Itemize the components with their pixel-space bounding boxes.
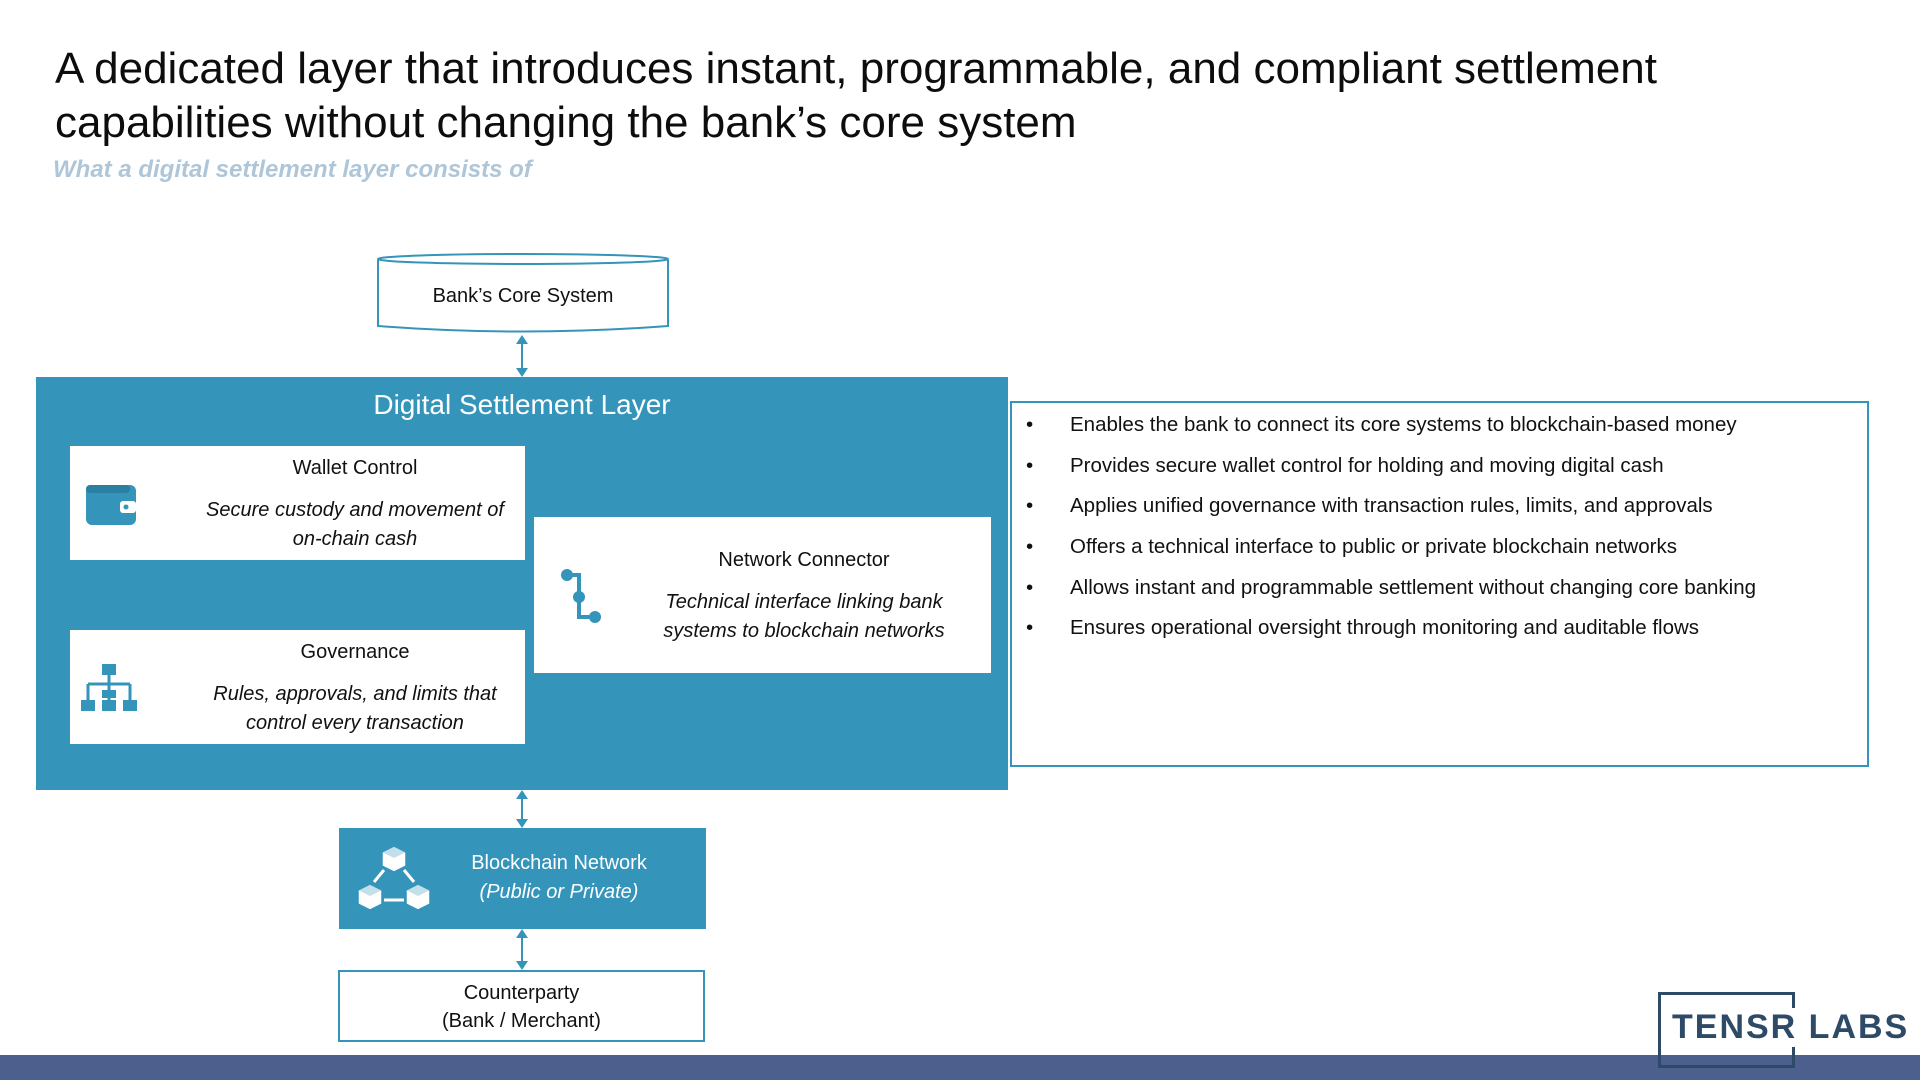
bullet-marker: • <box>1026 535 1034 558</box>
layer-title: Digital Settlement Layer <box>373 389 671 420</box>
footer-bar <box>0 1055 1920 1080</box>
governance-description: Rules, approvals, and limits that control every transaction <box>213 683 497 734</box>
network-connector-description: Technical interface linking bank systems to blockchain networks <box>663 591 945 642</box>
wallet-control-card <box>70 446 525 560</box>
bullet-marker: • <box>1026 454 1034 477</box>
list-item-text: Applies unified governance with transaction rules, limits, and approvals <box>1070 494 1713 517</box>
core-system-node <box>376 251 670 335</box>
page-title: A dedicated layer that introduces instant, programmable, and compliant settlement capabilities without changing the bank’s core system <box>55 44 1658 147</box>
blockchain-network-node <box>339 828 706 929</box>
bullet-marker: • <box>1026 413 1034 436</box>
bidirectional-arrow-layer-blockchain <box>513 790 531 828</box>
blockchain-network-subtitle: (Public or Private) <box>479 881 639 903</box>
page-subtitle: What a digital settlement layer consists of <box>53 156 532 183</box>
network-connector-title: Network Connector <box>718 549 890 571</box>
bullet-marker: • <box>1026 576 1034 599</box>
org-chart-icon <box>80 662 138 719</box>
bidirectional-arrow-core-layer <box>513 335 531 377</box>
counterparty-node <box>338 970 705 1042</box>
governance-title: Governance <box>300 641 410 663</box>
bullet-marker: • <box>1026 616 1034 639</box>
counterparty-label: Counterparty <box>463 982 580 1004</box>
wallet-icon <box>84 481 138 532</box>
list-item-text: Allows instant and programmable settlement without changing core banking <box>1070 576 1756 599</box>
benefits-box <box>1010 401 1869 767</box>
bidirectional-arrow-blockchain-counterparty <box>513 929 531 970</box>
blocks-icon <box>354 840 434 923</box>
wallet-control-description: Secure custody and movement of on-chain cash <box>206 499 504 550</box>
core-system-label: Bank’s Core System <box>432 285 614 307</box>
digital-settlement-layer <box>36 377 1008 790</box>
list-item-text: Ensures operational oversight through monitoring and auditable flows <box>1070 616 1700 639</box>
network-connector-card <box>534 517 991 673</box>
bullet-marker: • <box>1026 494 1034 517</box>
blockchain-network-title: Blockchain Network <box>471 852 647 874</box>
company-logo <box>1658 992 1920 1068</box>
list-item-text: Enables the bank to connect its core systems to blockchain-based money <box>1070 413 1737 436</box>
wallet-control-title: Wallet Control <box>292 457 418 479</box>
counterparty-sublabel: (Bank / Merchant) <box>442 1010 601 1032</box>
list-item-text: Offers a technical interface to public or private blockchain networks <box>1070 535 1677 558</box>
governance-card <box>70 630 525 744</box>
connector-icon <box>559 567 607 632</box>
list-item-text: Provides secure wallet control for holding and moving digital cash <box>1070 454 1664 477</box>
logo-text: TENSR LABS <box>1672 1008 1913 1047</box>
